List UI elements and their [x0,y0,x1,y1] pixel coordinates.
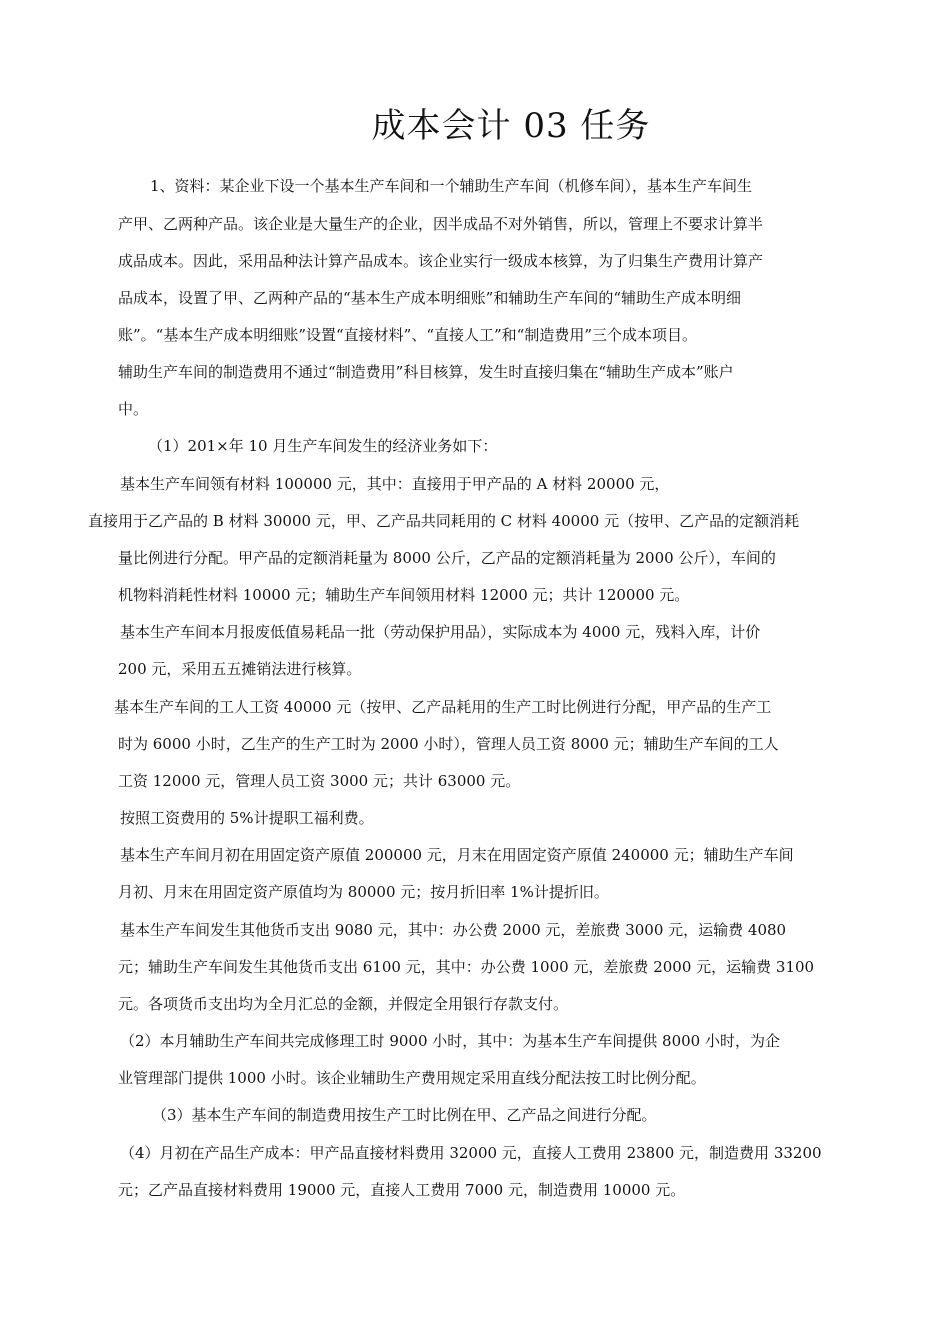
text-line: 按照工资费用的 5%计提职工福利费。 [120,809,374,827]
text-line: 账”。“基本生产成本明细账”设置“直接材料”、“直接人工”和“制造费用”三个成本项目。 [118,326,698,344]
text-line: 1、资料：某企业下设一个基本生产车间和一个辅助生产车间（机修车间），基本生产车间生 [150,177,753,195]
text-line: 品成本，设置了甲、乙两种产品的“基本生产成本明细账”和辅助生产车间的“辅助生产成本明细 [118,289,742,307]
text-line: （1）201×年 10 月生产车间发生的经济业务如下： [148,437,498,455]
text-line: 中。 [118,400,149,418]
text-line: 量比例进行分配。甲产品的定额消耗量为 8000 公斤，乙产品的定额消耗量为 2000 公斤），车间的 [118,549,776,567]
text-line: 月初、月末在用固定资产原值均为 80000 元；按月折旧率 1%计提折旧。 [118,883,609,901]
text-line: 基本生产车间月初在用固定资产原值 200000 元，月末在用固定资产原值 240000 元；辅助生产车间 [120,846,794,864]
document-title: 成本会计 03 任务 [371,106,651,146]
text-line: 基本生产车间发生其他货币支出 9080 元，其中：办公费 2000 元，差旅费 3000 元，运输费 4080 [120,921,787,939]
text-line: 机物料消耗性材料 10000 元；辅助生产车间领用材料 12000 元；共计 120000 元。 [118,586,690,604]
text-line: （4）月初在产品生产成本：甲产品直接材料费用 32000 元，直接人工费用 23800 元，制造费用 33200 [120,1144,822,1162]
text-line: 基本生产车间领有材料 100000 元，其中：直接用于甲产品的 A 材料 20000 元， [120,475,670,493]
text-line: 基本生产车间本月报废低值易耗品一批（劳动保护用品），实际成本为 4000 元，残料入库，计价 [120,623,761,641]
text-line: 元；辅助生产车间发生其他货币支出 6100 元，其中：办公费 1000 元，差旅费 2000 元，运输费 3100 [118,958,815,976]
text-line: 业管理部门提供 1000 小时。该企业辅助生产费用规定采用直线分配法按工时比例分配。 [118,1069,706,1087]
text-line: 直接用于乙产品的 B 材料 30000 元，甲、乙产品共同耗用的 C 材料 40000 元（按甲、乙产品的定额消耗 [88,512,800,530]
text-line: 成品成本。因此，采用品种法计算产品成本。该企业实行一级成本核算，为了归集生产费用计算产 [118,252,764,270]
text-line: 200 元，采用五五摊销法进行核算。 [118,660,362,678]
text-line: 基本生产车间的工人工资 40000 元（按甲、乙产品耗用的生产工时比例进行分配，甲产品的生产工 [114,698,772,716]
text-line: 元；乙产品直接材料费用 19000 元，直接人工费用 7000 元，制造费用 10000 元。 [118,1181,686,1199]
text-line: 工资 12000 元，管理人员工资 3000 元；共计 63000 元。 [118,772,521,790]
text-line: 辅助生产车间的制造费用不通过“制造费用”科目核算，发生时直接归集在“辅助生产成本”账户 [118,363,734,381]
text-line: （3）基本生产车间的制造费用按生产工时比例在甲、乙产品之间进行分配。 [152,1106,657,1124]
text-line: 元。各项货币支出均为全月汇总的金额，并假定全用银行存款支付。 [118,995,569,1013]
text-line: 时为 6000 小时，乙生产的生产工时为 2000 小时），管理人员工资 8000 元；辅助生产车间的工人 [118,735,779,753]
text-line: 产甲、乙两种产品。该企业是大量生产的企业，因半成品不对外销售，所以，管理上不要求计算半 [118,215,764,233]
text-line: （2）本月辅助生产车间共完成修理工时 9000 小时，其中：为基本生产车间提供 8000 小时，为企 [120,1032,780,1050]
